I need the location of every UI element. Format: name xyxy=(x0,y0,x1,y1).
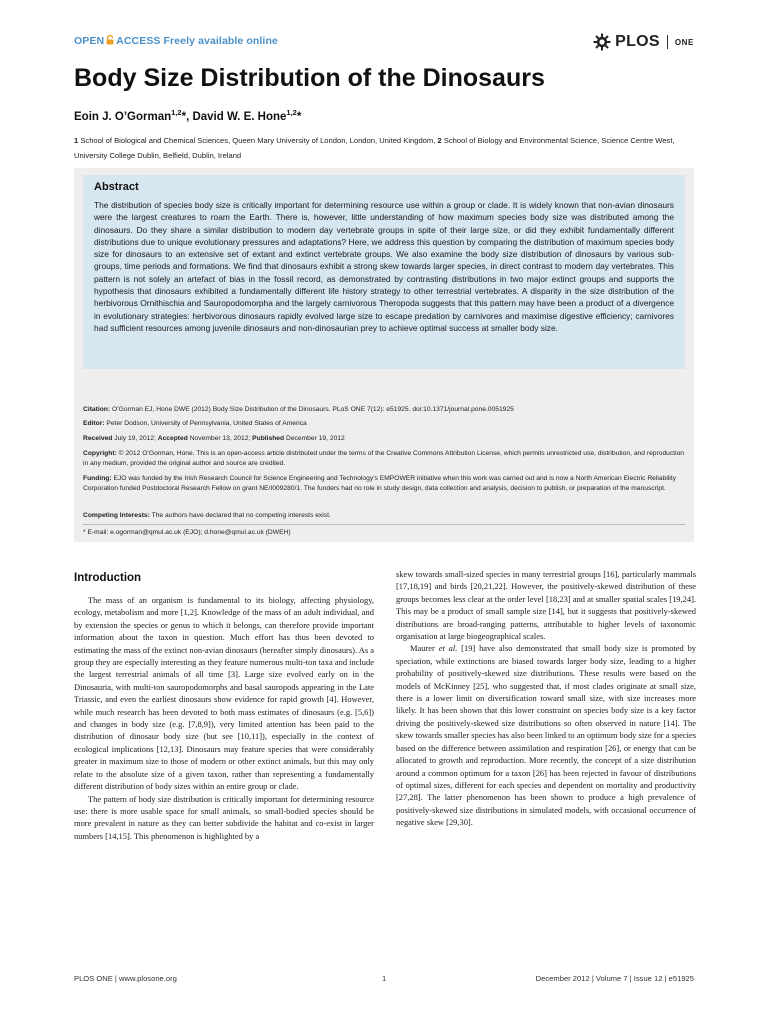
accepted-label: Accepted xyxy=(157,435,188,442)
author-separator: , xyxy=(186,110,193,123)
left-column xyxy=(74,572,374,842)
section-heading: Introduction xyxy=(74,572,142,584)
cited-author: Maurer xyxy=(410,643,435,654)
received-date: July 19, 2012; xyxy=(112,435,158,442)
received-label: Received xyxy=(83,435,113,442)
affiliation-text: School of Biological and Chemical Sciences, Queen Mary University of London, London, United Kingdom, xyxy=(78,136,438,145)
abstract-text: The distribution of species body size is critically important for determining resource use within a group or clade. It is widely known that non-avian dinosaurs were the largest creatures to roam the Earth. There is, however, little understanding of how maximum species body size was distributed among the dinosaurs. Do they share a similar distribution to modern day vertebrate groups in spite of their large size, or did they exhibit fundamentally different distributions due to unique evolutionary pressures and adaptations? Here, we address this question by comparing the distribution of maximum species body size for dinosaurs to an extensive set of extant and extinct vertebrate groups. We also examine the body size distribution of dinosaurs by various sub-groups, time periods and formations. We find that dinosaurs exhibit a strong skew towards larger species, in direct contrast to modern day vertebrates. This pattern is not solely an artefact of bias in the fossil record, as demonstrated by contrasting distributions in two major extinct groups and supports the hypothesis that dinosaurs exhibited a fundamentally different life history strategy to other terrestrial vertebrates. A disparity in the size distribution of the herbivorous Ornithischia and Sauropodomorpha and the largely carnivorous Theropoda suggests that this pattern may have been a product of a divergence in evolutionary strategies: herbivorous dinosaurs rapidly evolved large size to escape predation by carnivores and maximise digestive efficiency; carnivores had sufficient resources among juvenile dinosaurs and non-dinosaurian prey to achieve optimal success at smaller body size. xyxy=(94,200,674,333)
author-name: David W. E. Hone xyxy=(192,110,287,123)
journal-header xyxy=(74,30,694,54)
citation-label: Citation: xyxy=(83,406,111,413)
corresponding-marker: * xyxy=(181,110,187,123)
plos-wordmark: PLOS xyxy=(615,33,660,50)
paragraph-text: [19] have also demonstrated that small body size is promoted by speciation, while extinctions are biased towards larger body size, leading to a higher probability of positively-skewed size distributions. These results were based on the models of McKinney [25], who suggested that, if most clades originate at small size, there is a lower limit on diversification toward small size, with size increases more likely. It has been shown that this lower constraint on species body size is a key factor driving the positively-skewed size distributions so often observed in nature [14]. The skew towards smaller species has also been linked to an optimum body size for a species based on the difference between assimilation and respiration [26], or energy that can be allocated to growth and reproduction. More recently, the concept of a size distribution around a common optimum for a taxon [26] has been rejected in favour of distributions of optimal sizes, different for each species and dependent on mortality and productivity [27,28]. The latter phenomenon has been shown to produce a high prevalence of positively-skewed size distributions in simulated models, with occasional occurrence of negative skew [29,30]. xyxy=(396,643,697,828)
funding-label: Funding: xyxy=(83,475,112,482)
editor xyxy=(83,419,685,429)
affiliations xyxy=(74,133,694,163)
abstract-heading: Abstract xyxy=(94,181,139,193)
copyright-text: © 2012 O’Gorman, Hone. This is an open-access article distributed under the terms of the Creative Commons Attribution License, which permits unrestricted use, distribution, and reproduction in any medium, provided the original author and source are credited. xyxy=(83,450,685,467)
body-paragraph: skew towards small-sized species in many terrestrial groups [16], particularly mammals [17,18,19] and birds [20,21,22]. However, the positively-skewed distribution of these groups becomes less clear at the order level [18,23] and at smaller spatial scales [19,24]. This may be a product of small sample size [14], but it suggests that positively-skewed distributions are broad-ranging patterns, attributable to higher levels of taxonomic organisation at large biogeographical scales. xyxy=(396,569,696,642)
citation xyxy=(83,405,685,415)
citation-text: O’Gorman EJ, Hone DWE (2012) Body Size Distribution of the Dinosaurs. PLoS ONE 7(12): e51925. doi:10.1371/journal.pone.0051925 xyxy=(110,406,514,413)
one-wordmark: ONE xyxy=(674,37,694,47)
funding-text: EJO was funded by the Irish Research Council for Science Engineering and Technology’s EMPOWER initiative when this work was carried out and is now a North American Electric Reliability Corporation funded Postdoctoral Research Fellow on grant NE/I009280/1. The funders had no role in study design, data collection and analysis, decision to publish, or preparation of the manuscript. xyxy=(83,475,676,492)
plos-one-logo xyxy=(593,30,694,54)
editor-text: Peter Dodson, University of Pennsylvania, United States of America xyxy=(104,420,307,427)
open-lock-icon xyxy=(105,35,115,45)
published-label: Published xyxy=(252,435,285,442)
logo-divider xyxy=(667,35,668,49)
footer-journal: PLOS ONE | www.plosone.org xyxy=(74,974,177,983)
body-paragraph: The pattern of body size distribution is critically important for determining resource use: there is more usable space for small animals, so small-bodied species should be more prevalent in nature as they can better subdivide the habitat and co-exist in larger numbers [14,15]. This phenomenon is highlighted by a xyxy=(74,793,374,841)
divider xyxy=(83,524,685,525)
competing-text: The authors have declared that no competing interests exist. xyxy=(149,512,331,519)
page-number: 1 xyxy=(382,974,387,983)
footer-issue: December 2012 | Volume 7 | Issue 12 | e51925 xyxy=(535,974,694,983)
corresponding-marker: * xyxy=(296,110,302,123)
author-name: Eoin J. O’Gorman xyxy=(74,110,172,123)
abstract-box xyxy=(74,168,694,542)
body-paragraph xyxy=(396,642,696,828)
abstract-panel xyxy=(83,175,685,369)
competing-interests xyxy=(83,511,685,521)
funding xyxy=(83,474,685,494)
open-access-banner xyxy=(74,35,278,47)
competing-label: Competing Interests: xyxy=(83,512,150,519)
author-affiliation-marker: 1,2 xyxy=(286,108,297,117)
body-paragraph: The mass of an organism is fundamental to its biology, affecting physiology, ecology, metabolism and more [1,2]. Knowledge of the mass of an adult individual, and by extension the species or genus to which it belongs, can therefore provide important information about the taxon in question. Much effort has thus been devoted to estimating the mass of the extinct non-avian dinosaurs (hereafter simply dinosaurs). As a group they are especially interesting as they feature numerous multi-ton taxa and include the largest terrestrial animals of all time [3]. Large size evolved early on in the Dinosauria, with multi-ton sauropodomorphs and basal sauropods appearing in the Late Triassic, and even the earliest dinosaurs show evidence for rapid growth [4]. However, while much research has been devoted to both mass estimates of dinosaurs (e.g. [5,6]) and changes in body size (e.g. [7,8,9]), very limited attention has been paid to the distribution of dinosaur body size (but see [10,11]), especially in the context of ecological implications [12,13]. Dinosaurs may feature species that were considerably greater in maximum size to those of modern or other extinct animals, but this may only relate to the absolute size of a given taxon, rather than representing a fundamentally different distribution of body sizes within an entire group or clade. xyxy=(74,595,374,792)
copyright-label: Copyright: xyxy=(83,450,117,457)
open-access-label: OPEN xyxy=(74,35,105,47)
editor-label: Editor: xyxy=(83,420,105,427)
dates xyxy=(83,434,685,444)
contact-email: * E-mail: e.ogorman@qmul.ac.uk (EJO); d.hone@qmul.ac.uk (DWEH) xyxy=(83,529,291,536)
copyright xyxy=(83,449,685,469)
affiliation-text: School of Biology and Environmental Science, Science Centre West, University College Dublin, Belfield, Dublin, Ireland xyxy=(74,136,675,160)
accepted-date: November 13, 2012; xyxy=(187,435,253,442)
author-affiliation-marker: 1,2 xyxy=(171,108,182,117)
affiliation-number: 2 xyxy=(437,136,442,145)
published-date: December 19, 2012 xyxy=(284,435,345,442)
open-access-text: ACCESS Freely available online xyxy=(116,35,278,47)
affiliation-number: 1 xyxy=(74,136,79,145)
author-list xyxy=(74,108,301,123)
paper-title: Body Size Distribution of the Dinosaurs xyxy=(74,64,545,92)
et-al: et al. xyxy=(438,643,458,654)
right-column xyxy=(396,568,696,829)
plos-gear-icon xyxy=(593,33,611,51)
